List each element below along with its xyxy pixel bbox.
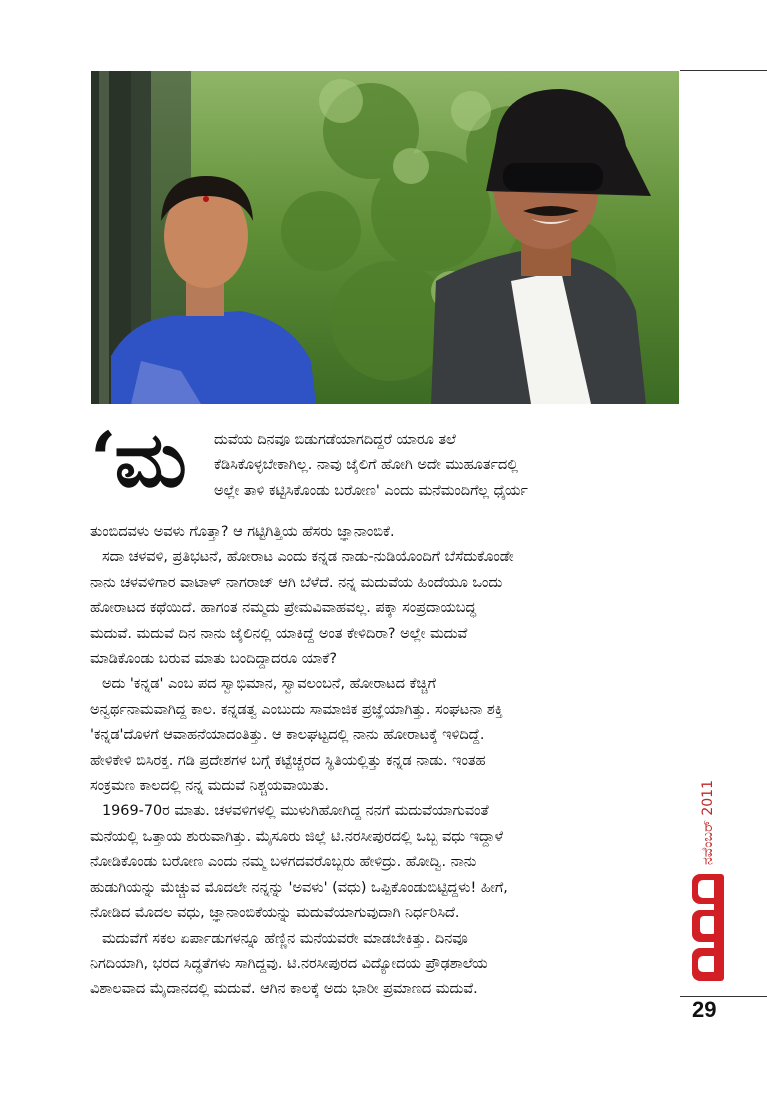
opening-paragraph	[90, 415, 680, 520]
text-line: ಮನೆಯಲ್ಲಿ ಒತ್ತಾಯ ಶುರುವಾಗಿತ್ತು. ಮೈಸೂರು ಜಿಲ್ಲೆ ಟಿ.ನರಸೀಪುರದಲ್ಲಿ ಒಬ್ಬ ವಧು ಇದ್ದಾಳೆ	[90, 828, 504, 845]
paragraph	[90, 799, 680, 926]
text-line: ಅದು 'ಕನ್ನಡ' ಎಂಬ ಪದ ಸ್ವಾಭಿಮಾನ, ಸ್ವಾವಲಂಬನೆ, ಹೋರಾಟದ ಕೆಚ್ಚಿಗೆ	[102, 676, 436, 693]
drop-cap: ‘ಮ	[90, 415, 185, 504]
paragraph	[90, 672, 680, 799]
text-line: ವಿಶಾಲವಾದ ಮೈದಾನದಲ್ಲಿ ಮದುವೆ. ಆಗಿನ ಕಾಲಕ್ಕೆ ಅದು ಭಾರೀ ಪ್ರಮಾಣದ ಮದುವೆ.	[90, 981, 478, 998]
drop-cap-lines	[214, 428, 680, 504]
paragraph	[90, 545, 680, 672]
text-line: ಅನ್ವರ್ಥನಾಮವಾಗಿದ್ದ ಕಾಲ. ಕನ್ನಡತ್ವ ಎಂಬುದು ಸಾಮಾಜಿಕ ಪ್ರಜ್ಞೆಯಾಗಿತ್ತು. ಸಂಘಟನಾ ಶಕ್ತಿ	[90, 701, 503, 718]
text-line: ನಾನು ಚಳವಳಿಗಾರ ವಾಟಾಳ್ ನಾಗರಾಜ್ ಆಗಿ ಬೆಳೆದೆ. ನನ್ನ ಮದುವೆಯ ಹಿಂದೆಯೂ ಒಂದು	[90, 574, 503, 591]
text-line: 'ಕನ್ನಡ'ದೊಳಗೆ ಆವಾಹನೆಯಾದಂತಿತ್ತು. ಆ ಕಾಲಘಟ್ಟದಲ್ಲಿ ನಾನು ಹೋರಾಟಕ್ಕೆ ಇಳಿದಿದ್ದೆ.	[90, 727, 485, 744]
text-line: ಹೋರಾಟದ ಕಥೆಯಿದೆ. ಹಾಗಂತ ನಮ್ಮದು ಪ್ರೇಮವಿವಾಹವಲ್ಲ. ಪಕ್ಕಾ ಸಂಪ್ರದಾಯಬದ್ಧ	[90, 600, 477, 617]
text-line: ಮದುವೆಗೆ ಸಕಲ ಏರ್ಪಾಡುಗಳನ್ನೂ ಹೆಣ್ಣಿನ ಮನೆಯವರೇ ಮಾಡಬೇಕಿತ್ತು. ದಿನವೂ	[102, 930, 468, 947]
text-line: ತುಂಬಿದವಳು ಅವಳು ಗೊತ್ತಾ? ಆ ಗಟ್ಟಿಗಿತ್ತಿಯ ಹೆಸರು ಜ್ಞಾನಾಂಬಿಕೆ.	[90, 524, 395, 540]
text-line: ನೋಡಿಕೊಂಡು ಬರೋಣ ಎಂದು ನಮ್ಮ ಬಳಗದವರೊಬ್ಬರು ಹೇಳಿದ್ರು. ಹೋದ್ವಿ. ನಾನು	[90, 854, 477, 871]
text-line: ಮದುವೆ. ಮದುವೆ ದಿನ ನಾನು ಜೈಲಿನಲ್ಲಿ ಯಾಕಿದ್ದೆ ಅಂತ ಕೇಳಿದಿರಾ? ಅಲ್ಲೇ ಮದುವೆ	[90, 625, 468, 642]
couple-photo	[91, 71, 679, 404]
text-line: ಸಂಕ್ರಮಣ ಕಾಲದಲ್ಲಿ ನನ್ನ ಮದುವೆ ನಿಶ್ಚಯವಾಯಿತು.	[90, 778, 329, 795]
logo-mark	[692, 874, 724, 981]
text-line: ಹೇಳಿಕೇಳಿ ಬಿಸಿರಕ್ತ. ಗಡಿ ಪ್ರದೇಶಗಳ ಬಗ್ಗೆ ಕಟ್ಟೆಚ್ಚರದ ಸ್ಥಿತಿಯಲ್ಲಿತ್ತು ಕನ್ನಡ ನಾಡು. ಇಂತಹ	[90, 752, 486, 769]
page-number: 29	[692, 997, 717, 1022]
text-line: ಮಾಡಿಕೊಂಡು ಬರುವ ಮಾತು ಬಂದಿದ್ದಾದರೂ ಯಾಕೆ?	[90, 651, 337, 668]
text-line: ದುವೆಯ ದಿನವೂ ಬಿಡುಗಡೆಯಾಗದಿದ್ದರೆ ಯಾರೂ ತಲೆ	[214, 432, 456, 448]
paragraph	[90, 927, 680, 1003]
text-line: ಕೆಡಿಸಿಕೊಳ್ಳಬೇಕಾಗಿಲ್ಲ. ನಾವು ಜೈಲಿಗೆ ಹೋಗಿ ಅದೇ ಮುಹೂರ್ತದಲ್ಲಿ	[214, 457, 519, 474]
couple-photo-image	[91, 71, 679, 404]
text-line: ನಿಗದಿಯಾಗಿ, ಭರದ ಸಿದ್ಧತೆಗಳು ಸಾಗಿದ್ದವು. ಟಿ.ನರಸೀಪುರದ ವಿದ್ಯೋದಯ ಪ್ರೌಢಶಾಲೆಯ	[90, 955, 488, 972]
text-line: ನೋಡಿದ ಮೊದಲ ವಧು, ಜ್ಞಾನಾಂಬಿಕೆಯನ್ನು ಮದುವೆಯಾಗುವುದಾಗಿ ನಿರ್ಧರಿಸಿದೆ.	[90, 905, 460, 922]
text-line: ಅಲ್ಲೇ ತಾಳಿ ಕಟ್ಟಿಸಿಕೊಂಡು ಬರೋಣ' ಎಂದು ಮನೆಮಂದಿಗೆಲ್ಲ ಧೈರ್ಯ	[214, 482, 528, 499]
article-body	[90, 415, 680, 1003]
text-line: ಸದಾ ಚಳವಳಿ, ಪ್ರತಿಭಟನೆ, ಹೋರಾಟ ಎಂದು ಕನ್ನಡ ನಾಡು-ನುಡಿಯೊಂದಿಗೆ ಬೆಸೆದುಕೊಂಡೇ	[102, 549, 514, 566]
issue-date: ನವೆಂಬರ್ 2011	[700, 780, 716, 866]
text-line: 1969-70ರ ಮಾತು. ಚಳವಳಿಗಳಲ್ಲಿ ಮುಳುಗಿಹೋಗಿದ್ದ ನನಗೆ ಮದುವೆಯಾಗುವಂತೆ	[102, 803, 489, 820]
top-rule	[680, 70, 767, 71]
text-line: ಹುಡುಗಿಯನ್ನು ಮೆಚ್ಚುವ ಮೊದಲೇ ನನ್ನನ್ನು 'ಅವಳು' (ವಧು) ಒಪ್ಪಿಕೊಂಡುಬಿಟ್ಟಿದ್ದಳು! ಹೀಗೆ,	[90, 879, 508, 896]
mayura-logo	[688, 870, 728, 985]
